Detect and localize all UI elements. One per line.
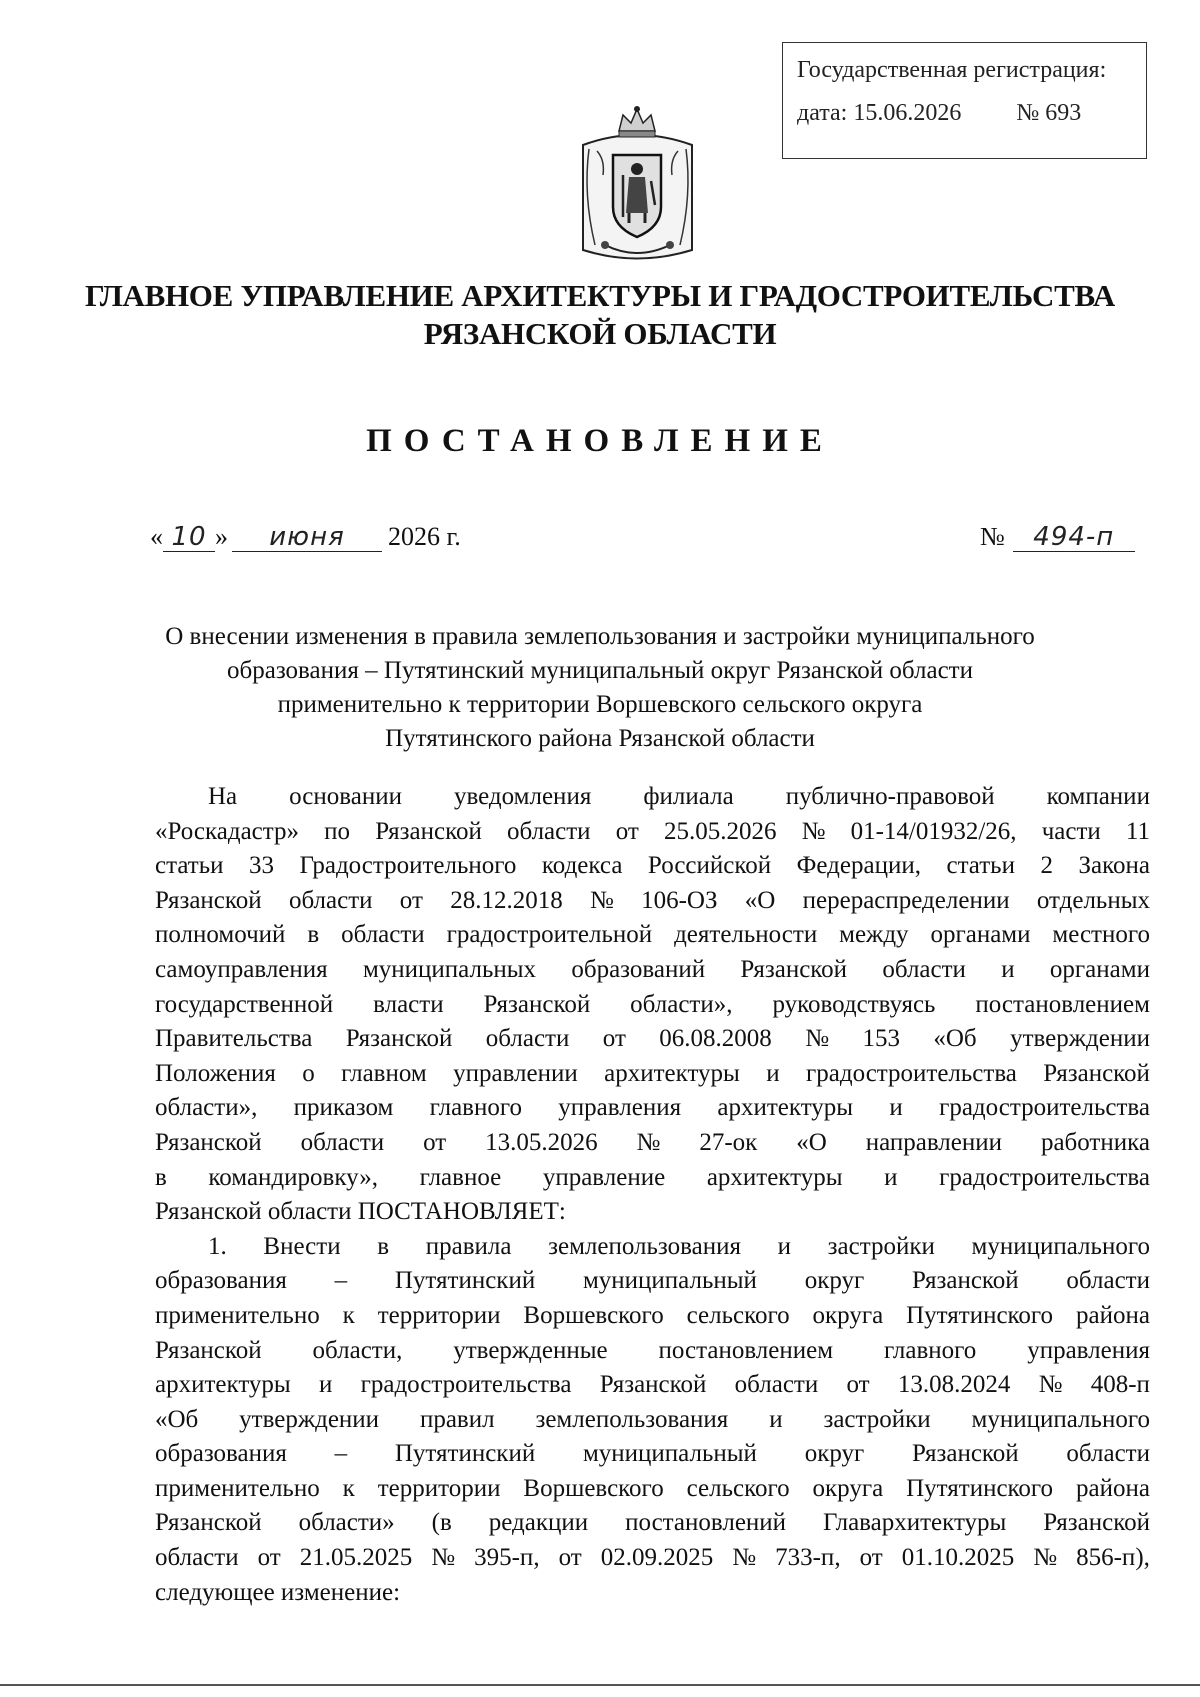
registration-date: дата: 15.06.2026 — [797, 100, 962, 126]
body-line: государственной власти Рязанской области», руководствуясь постановлением — [155, 990, 1150, 1018]
subject-line: применительно к территории Воршевского сельского округа — [277, 691, 923, 718]
body-line: в командировку», главное управление архитектуры и градостроительства — [155, 1163, 1150, 1191]
body-line: 1. Внести в правила землепользования и застройки муниципального — [208, 1232, 1150, 1260]
org-name-line1: ГЛАВНОЕ УПРАВЛЕНИЕ АРХИТЕКТУРЫ И ГРАДОСТРОИТЕЛЬСТВА — [84, 278, 1115, 313]
body-line: На основании уведомления филиала публично-правовой компании — [208, 783, 1150, 810]
decree-number-prefix: № — [980, 522, 1005, 551]
body-line: следующее изменение: — [155, 1578, 401, 1606]
body-line: «Об утверждении правил землепользования и застройки муниципального — [155, 1405, 1150, 1433]
date-year: 2026 г. — [388, 522, 461, 551]
subject-line: образования – Путятинский муниципальный округ Рязанской области — [227, 657, 973, 684]
body-line: Рязанской области от 28.12.2018 № 106-ОЗ «О перераспределении отдельных — [155, 886, 1150, 914]
body-line: Правительства Рязанской области от 06.08.2008 № 153 «Об утверждении — [155, 1025, 1150, 1053]
body-line: Положения о главном управлении архитектуры и градостроительства Рязанской — [155, 1059, 1150, 1087]
body-line: области», приказом главного управления архитектуры и градостроительства — [155, 1094, 1150, 1122]
ryazan-coat-of-arms-icon — [575, 105, 700, 270]
date-open-quote: « — [150, 522, 163, 551]
body-line: применительно к территории Воршевского сельского округа Путятинского района — [155, 1474, 1150, 1502]
body-line: Рязанской области ПОСТАНОВЛЯЕТ: — [155, 1198, 566, 1226]
date-day-handwritten: 10 — [163, 523, 215, 552]
body-line: статьи 33 Градостроительного кодекса Российской Федерации, статьи 2 Закона — [155, 852, 1150, 880]
body-line: Рязанской области от 13.05.2026 № 27-ок «О направлении работника — [155, 1128, 1150, 1156]
decree-subject — [0, 620, 1200, 756]
page-bottom-edge — [0, 1684, 1200, 1686]
decree-date — [150, 522, 461, 552]
body-line: «Роскадастр» по Рязанской области от 25.05.2026 № 01-14/01932/26, части 11 — [155, 817, 1150, 845]
body-line: применительно к территории Воршевского сельского округа Путятинского района — [155, 1301, 1150, 1329]
registration-stamp — [782, 42, 1147, 159]
subject-line: О внесении изменения в правила землепользования и застройки муниципального — [165, 623, 1035, 650]
body-line: Рязанской области, утвержденные постановлением главного управления — [155, 1336, 1150, 1364]
decree-number — [980, 522, 1135, 552]
body-line: образования – Путятинский муниципальный округ Рязанской области — [155, 1440, 1150, 1468]
body-line: Рязанской области» (в редакции постановлений Главархитектуры Рязанской — [155, 1509, 1150, 1537]
decree-body — [155, 780, 1150, 1610]
date-month-handwritten: июня — [232, 523, 382, 552]
registration-number: № 693 — [1016, 100, 1082, 126]
decree-number-handwritten: 494-п — [1013, 523, 1135, 552]
body-line: самоуправления муниципальных образований Рязанской области и органами — [155, 955, 1150, 983]
registration-title: Государственная регистрация: — [797, 57, 1107, 83]
subject-line: Путятинского района Рязанской области — [385, 725, 815, 752]
body-line: полномочий в области градостроительной деятельности между органами местного — [155, 921, 1150, 949]
body-line: области от 21.05.2025 № 395-п, от 02.09.2025 № 733-п, от 01.10.2025 № 856-п), — [155, 1544, 1150, 1572]
date-close-quote: » — [215, 522, 228, 551]
body-line: образования – Путятинский муниципальный округ Рязанской области — [155, 1267, 1150, 1295]
body-line: архитектуры и градостроительства Рязанской области от 13.08.2024 № 408-п — [155, 1371, 1150, 1399]
org-name-line2: РЯЗАНСКОЙ ОБЛАСТИ — [423, 316, 777, 351]
document-type-title: ПОСТАНОВЛЕНИЕ — [366, 423, 834, 459]
